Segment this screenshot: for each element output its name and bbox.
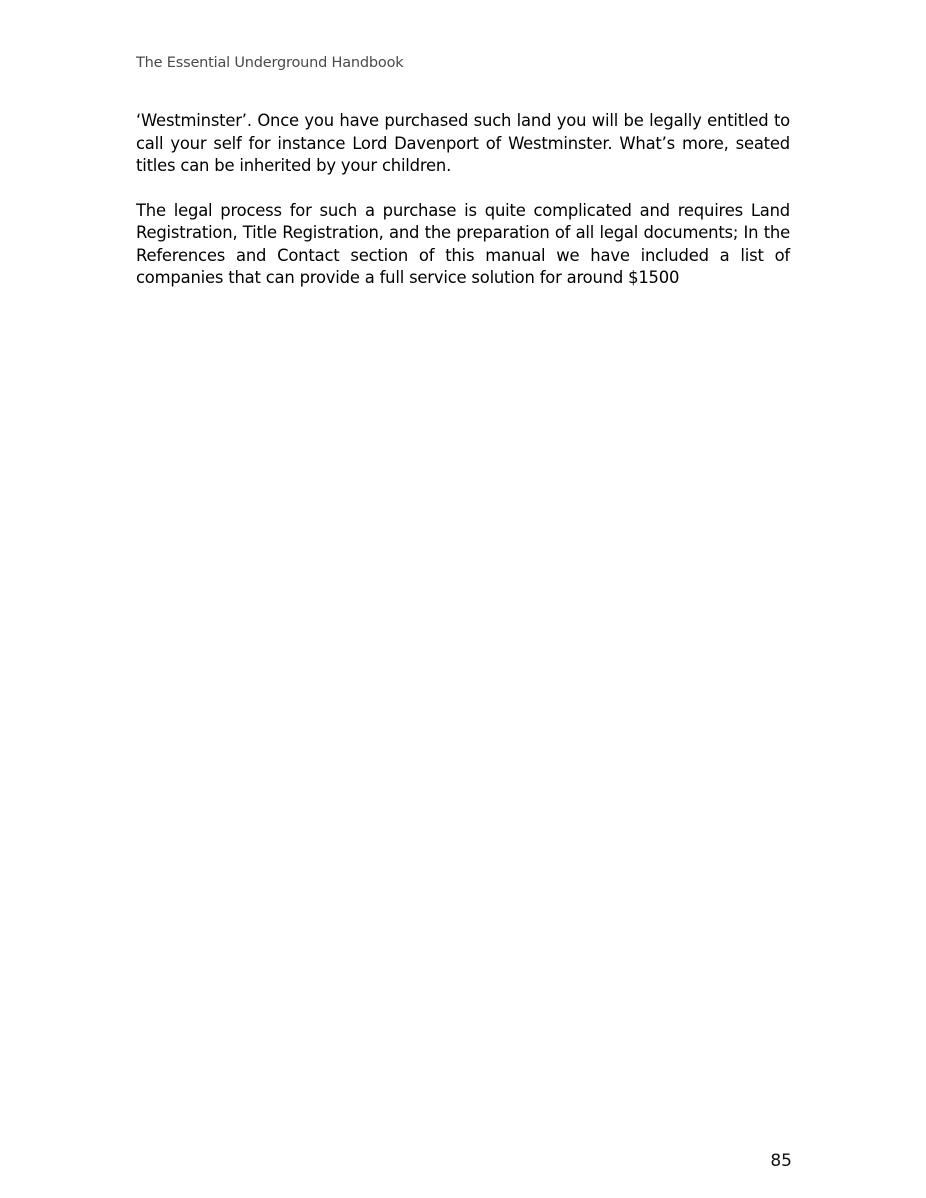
body-text	[136, 110, 790, 312]
paragraph-westminster-title: ‘Westminster’. Once you have purchased such land you will be legally entitled to call your self for instance Lord Davenport of Westminster. What’s more, seated titles can be inherited by your children.	[136, 111, 790, 175]
paragraph-legal-process: The legal process for such a purchase is quite complicated and requires Land Registration, Title Registration, and the preparation of all legal documents; In the References and Contact section of this manual we have included a list of companies that can provide a full service solution for around $1500	[136, 200, 790, 287]
running-header-title: The Essential Underground Handbook	[136, 55, 404, 71]
page-number: 85	[770, 1151, 792, 1171]
